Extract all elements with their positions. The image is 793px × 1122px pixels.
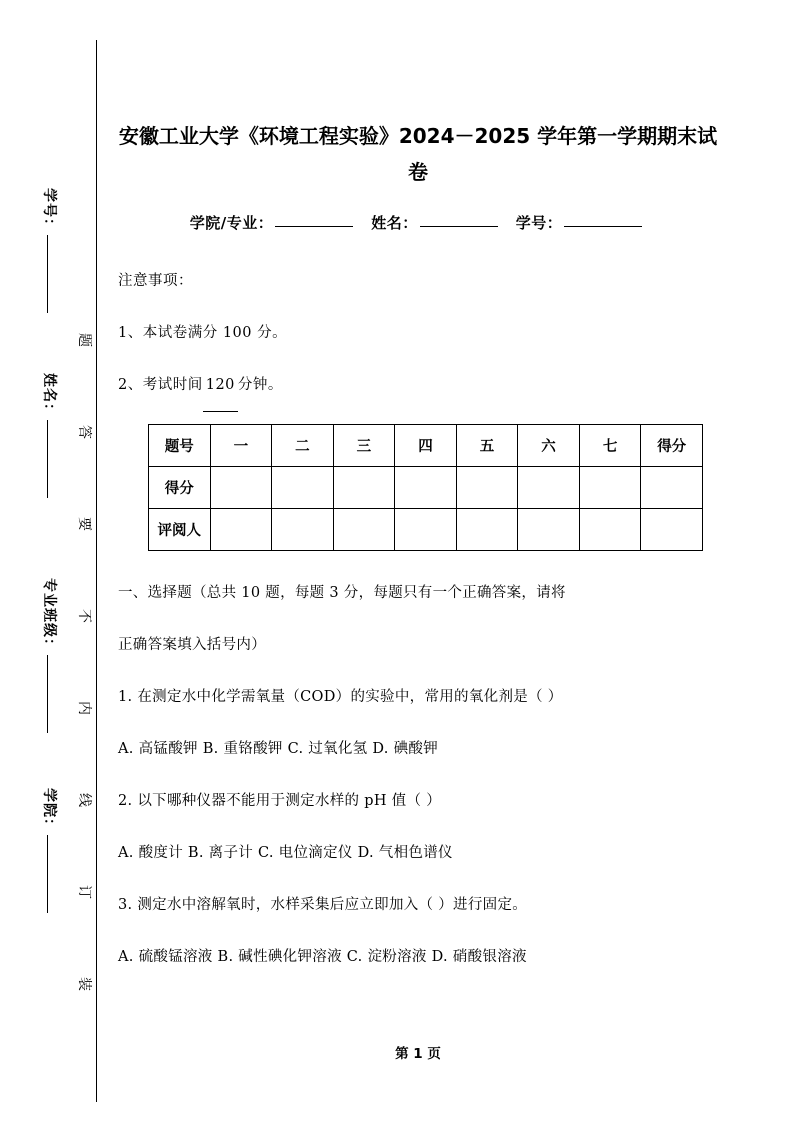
reviewer-cell[interactable] — [641, 509, 703, 551]
score-table-header-cell: 六 — [518, 425, 580, 467]
score-cell[interactable] — [641, 467, 703, 509]
question-1-options: A. 高锰酸钾 B. 重铬酸钾 C. 过氧化氢 D. 碘酸钾 — [118, 741, 439, 757]
reviewer-cell[interactable] — [272, 509, 334, 551]
binding-field-student-id-blank[interactable] — [47, 235, 48, 313]
notes-section — [118, 255, 718, 412]
score-table-header-cell: 一 — [210, 425, 272, 467]
binding-field-student-id-label: 学号： — [41, 188, 57, 233]
question-2-options: A. 酸度计 B. 离子计 C. 电位滴定仪 D. 气相色谱仪 — [118, 845, 453, 861]
score-cell[interactable] — [395, 467, 457, 509]
binding-field-college-blank[interactable] — [47, 835, 48, 913]
score-cell[interactable] — [456, 467, 518, 509]
reviewer-cell[interactable] — [579, 509, 641, 551]
question-2-stem: 2. 以下哪种仪器不能用于测定水样的 pH 值（ ） — [118, 793, 441, 809]
reviewer-cell[interactable] — [395, 509, 457, 551]
score-cell[interactable] — [272, 467, 334, 509]
reviewer-cell[interactable] — [518, 509, 580, 551]
notes-heading: 注意事项： — [118, 273, 193, 289]
score-table-header-cell: 三 — [333, 425, 395, 467]
binding-field-student-id — [33, 188, 67, 233]
score-table-header-cell: 题号 — [149, 425, 211, 467]
binding-field-student-name-blank[interactable] — [47, 420, 48, 498]
question-1-stem: 1. 在测定水中化学需氧量（COD）的实验中，常用的氧化剂是（ ） — [118, 689, 563, 705]
binding-warning-char: 不 — [76, 609, 92, 623]
table-row — [149, 509, 703, 551]
page-title: 安徽工业大学《环境工程实验》2024－2025 学年第一学期期末试卷 — [118, 124, 718, 184]
binding-vertical-rule — [96, 40, 97, 1102]
college-major-label: 学院/专业： — [189, 214, 274, 232]
binding-fields-column — [33, 188, 67, 985]
score-table-header-cell: 四 — [395, 425, 457, 467]
student-id-blank[interactable] — [564, 226, 642, 227]
score-row-label: 得分 — [149, 467, 211, 509]
binding-warning-char: 要 — [76, 517, 92, 531]
notes-item-2-prefix: 2、考试时间 — [118, 377, 203, 393]
binding-field-major-class-blank[interactable] — [47, 655, 48, 733]
binding-warning-char: 装 — [76, 977, 92, 991]
score-table-header-cell: 二 — [272, 425, 334, 467]
binding-warning-char: 订 — [76, 885, 92, 899]
page-footer: 第 1 页 — [395, 1046, 441, 1062]
section-one-heading-line1: 一、选择题（总共 10 题，每题 3 分，每题只有一个正确答案，请将 — [118, 585, 566, 601]
name-blank[interactable] — [420, 226, 498, 227]
exam-duration-value: 120 — [203, 359, 238, 412]
binding-sidebar — [0, 0, 100, 1122]
college-major-blank[interactable] — [275, 226, 353, 227]
exam-page-body — [118, 0, 718, 1122]
name-label: 姓名： — [371, 214, 418, 232]
reviewer-cell[interactable] — [456, 509, 518, 551]
notes-item-1: 1、本试卷满分 100 分。 — [118, 325, 288, 341]
score-cell[interactable] — [210, 467, 272, 509]
reviewer-cell[interactable] — [210, 509, 272, 551]
score-cell[interactable] — [333, 467, 395, 509]
score-cell[interactable] — [579, 467, 641, 509]
binding-field-college-label: 学院： — [41, 788, 57, 833]
binding-warning-char: 内 — [76, 701, 92, 715]
section-one-heading-line2: 正确答案填入括号内） — [118, 637, 266, 653]
score-table-header-cell: 五 — [456, 425, 518, 467]
question-3-stem: 3. 测定水中溶解氧时，水样采集后应立即加入（ ）进行固定。 — [118, 897, 528, 913]
binding-field-major-class-label: 专业班级： — [41, 578, 57, 653]
binding-warning-column — [74, 330, 94, 1030]
notes-item-2 — [118, 359, 718, 412]
score-table — [148, 424, 703, 551]
binding-field-college — [33, 788, 67, 833]
table-row-header — [149, 425, 703, 467]
student-info-line — [118, 212, 718, 233]
notes-item-2-suffix: 分钟。 — [237, 377, 283, 393]
question-3-options: A. 硫酸锰溶液 B. 碱性碘化钾溶液 C. 淀粉溶液 D. 硝酸银溶液 — [118, 949, 527, 965]
section-one-multiple-choice — [118, 567, 718, 983]
binding-warning-char: 题 — [76, 333, 92, 347]
reviewer-cell[interactable] — [333, 509, 395, 551]
student-id-label: 学号： — [515, 214, 563, 232]
binding-field-major-class — [33, 578, 67, 653]
score-table-header-cell: 七 — [579, 425, 641, 467]
binding-warning-char: 线 — [76, 793, 92, 807]
score-table-header-cell: 得分 — [641, 425, 703, 467]
binding-warning-char: 答 — [76, 425, 92, 439]
table-row — [149, 467, 703, 509]
score-cell[interactable] — [518, 467, 580, 509]
score-row-label: 评阅人 — [149, 509, 211, 551]
binding-field-student-name-label: 姓名： — [41, 373, 57, 418]
binding-field-student-name — [33, 373, 67, 418]
